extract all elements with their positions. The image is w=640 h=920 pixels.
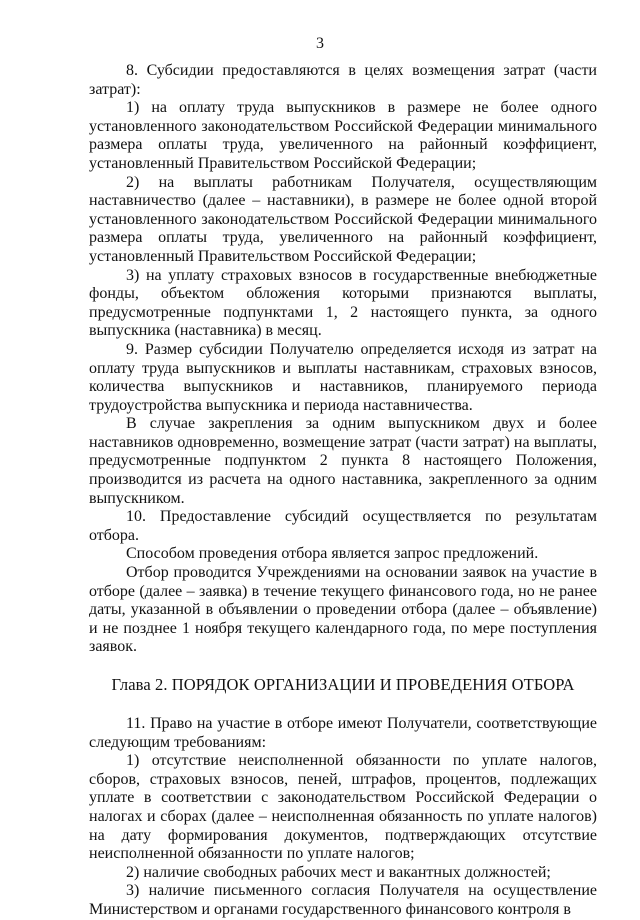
paragraph-10: 10. Предоставление субсидий осуществляется по результатам отбора. [89,508,597,544]
paragraph-11-1: 1) отсутствие неисполненной обязанности по уплате налогов, сборов, страховых взносов, пеней, штрафов, процентов, подлежащих уплате в соответствии с законодательством Российской Федерации о налогах и сборах (далее – неисполненная обязанность по уплате налогов) на дату формирования документов, подтверждающих отсутствие неисполненной обязанности по уплате налогов; [89,752,597,863]
paragraph-8-1: 1) на оплату труда выпускников в размере не более одного установленного законодательством Российской Федерации минимального размера оплаты труда, увеличенного на районный коэффициент, установленный Правительством Российской Федерации; [89,99,597,172]
paragraph-9-mentors: В случае закрепления за одним выпускником двух и более наставников одновременно, возмещение затрат (части затрат) на выплаты, предусмотренные подпунктом 2 пункта 8 настоящего Положения, производится из расчета на одного наставника, закрепленного за одним выпускником. [89,415,597,507]
chapter-heading: Глава 2. ПОРЯДОК ОРГАНИЗАЦИИ И ПРОВЕДЕНИЯ ОТБОРА [111,675,575,694]
paragraph-11-3: 3) наличие письменного согласия Получателя на осуществление Министерством и органами государственного финансового контроля в [89,882,597,918]
page-number: 3 [316,35,324,52]
document-body [89,62,597,920]
paragraph-8-2: 2) на выплаты работникам Получателя, осуществляющим наставничество (далее – наставники), в размере не более одной второй установленного законодательством Российской Федерации минимального размера оплаты труда, увеличенного на районный коэффициент, установленный Правительством Российской Федерации; [89,173,597,265]
paragraph-11-2: 2) наличие свободных рабочих мест и вакантных должностей; [126,863,551,881]
paragraph-10-method: Способом проведения отбора является запрос предложений. [126,545,539,563]
paragraph-8: 8. Субсидии предоставляются в целях возмещения затрат (части затрат): [89,62,597,98]
paragraph-10-selection: Отбор проводится Учреждениями на основании заявок на участие в отборе (далее – заявка) в течение текущего финансового года, но не ранее даты, указанной в объявлении о проведении отбора (далее – объявление) и не позднее 1 ноября текущего календарного года, по мере поступления заявок. [89,564,597,656]
paragraph-11: 11. Право на участие в отборе имеют Получатели, соответствующие следующим требованиям: [89,715,597,751]
paragraph-8-3: 3) на уплату страховых взносов в государственные внебюджетные фонды, объектом обложения которыми признаются выплаты, предусмотренные подпунктами 1, 2 настоящего пункта, за одного выпускника (наставника) в месяц. [89,266,597,340]
paragraph-9: 9. Размер субсидии Получателю определяется исходя из затрат на оплату труда выпускников и выплаты наставникам, страховых взносов, количества выпускников и наставников, планируемого периода трудоустройства выпускника и периода наставничества. [89,340,597,414]
